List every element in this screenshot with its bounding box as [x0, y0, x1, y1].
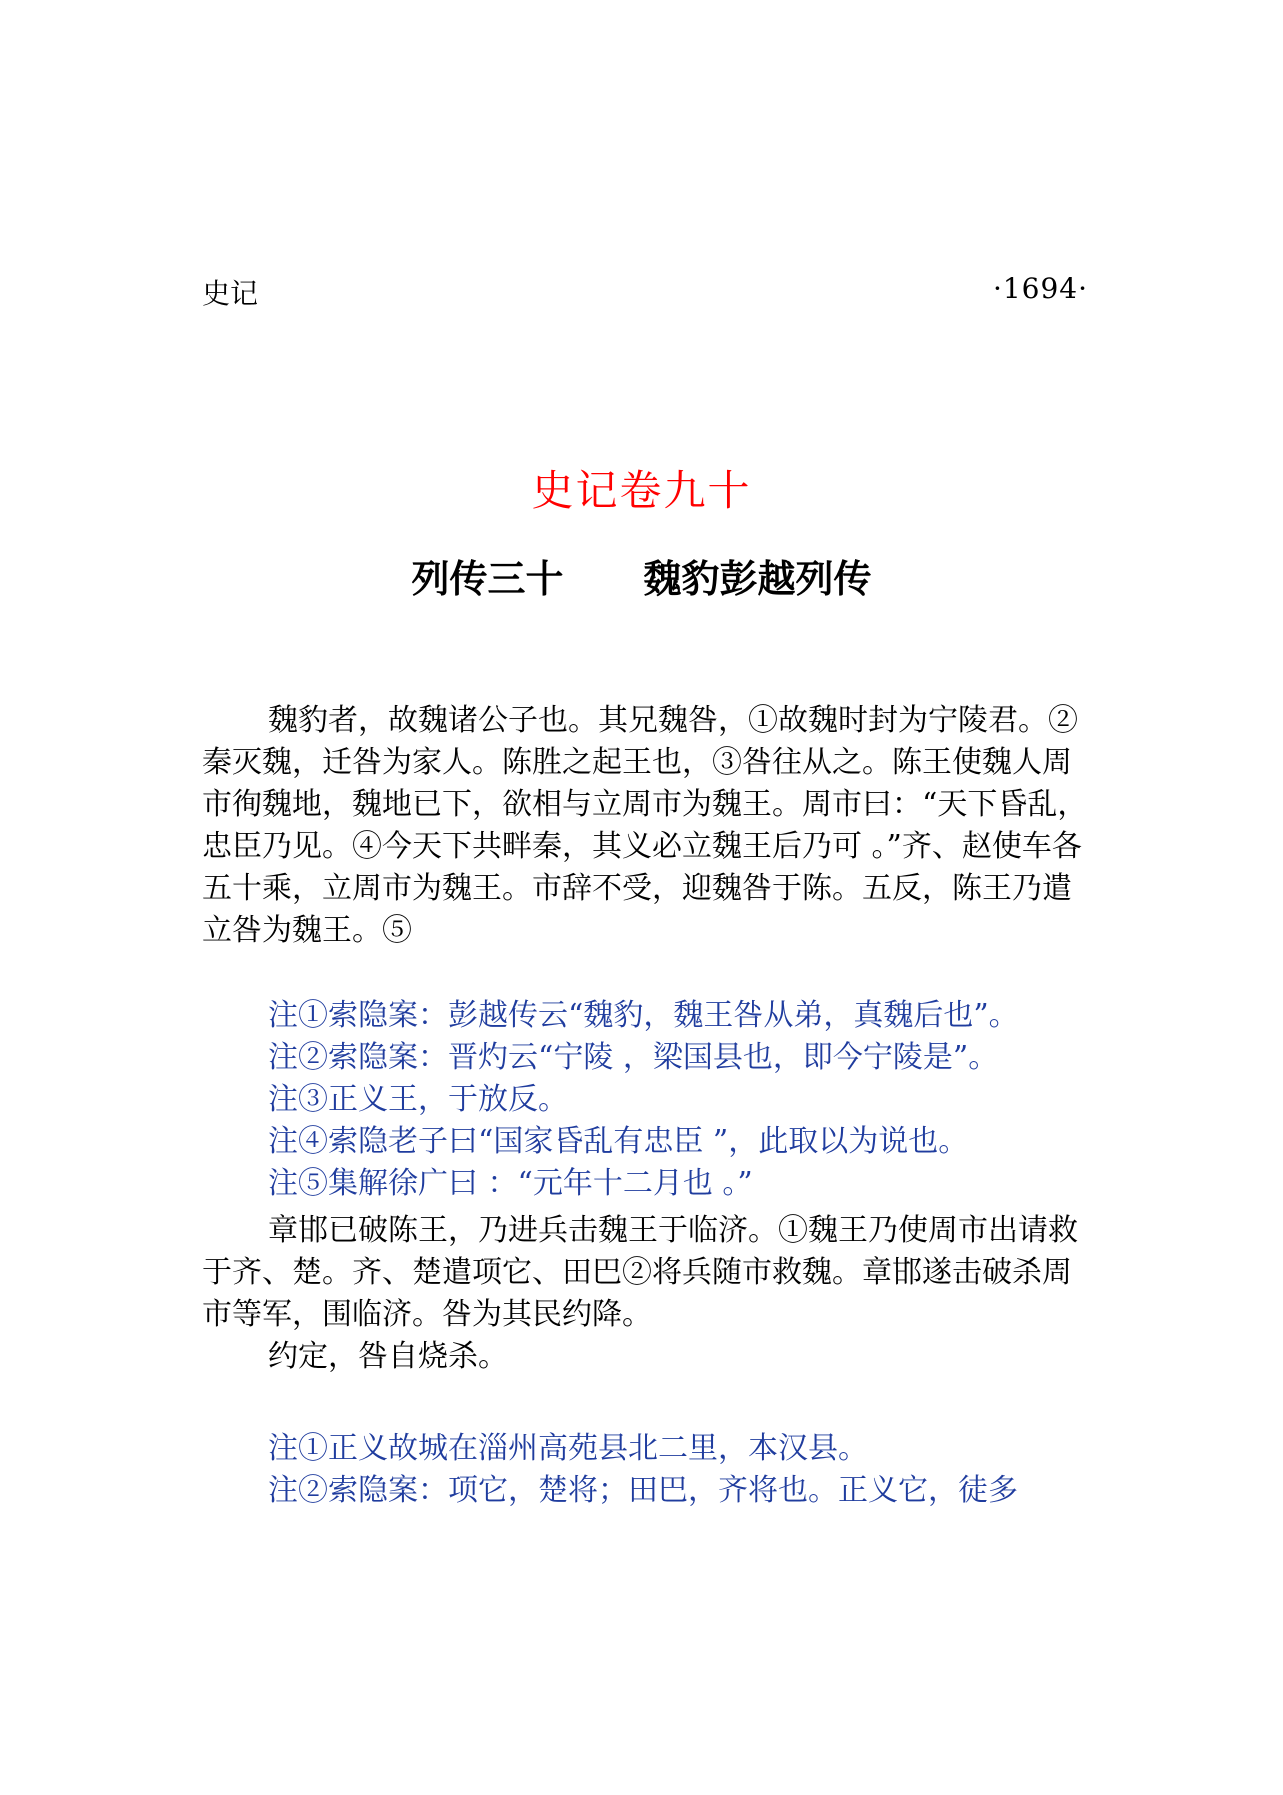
book-title: 史记 — [202, 277, 259, 310]
paragraph-1: 魏豹者，故魏诸公子也。其兄魏咎，①故魏时封为宁陵君。②秦灭魏，迁咎为家人。陈胜之起王也，③咎往从之。陈王使魏人周市徇魏地，魏地已下，欲相与立周市为魏王。周市曰：“天下昏乱，忠臣乃见。④今天下共畔秦，其义必立魏王后乃可 。”齐、赵使车各五十乘，立周市为魏王。市辞不受，迎魏咎于陈。五反，陈王乃遣立咎为魏王。⑤ — [202, 703, 1088, 948]
running-head — [202, 272, 1088, 312]
note-3: 注③正义王，于放反。 — [268, 1082, 568, 1117]
chapter-title: 史记卷九十 — [531, 466, 752, 515]
paragraph-3: 约定，咎自烧杀。 — [268, 1339, 508, 1374]
note-5: 注⑤集解徐广曰 ：“元年十二月也 。” — [268, 1166, 753, 1201]
annotations-1 — [202, 995, 1088, 1205]
section-title-part1: 列传三十 — [411, 557, 564, 601]
note-4: 注④索隐老子曰“国家昏乱有忠臣 ”，此取以为说也。 — [268, 1124, 969, 1159]
section-title — [0, 548, 1283, 603]
note-7: 注②索隐案：项它，楚将；田巴，齐将也。正义它，徒多 — [268, 1473, 1018, 1508]
page-number: ·1694· — [992, 272, 1088, 305]
note-6: 注①正义故城在淄州高苑县北二里，本汉县。 — [268, 1431, 868, 1466]
main-text-2 — [202, 1210, 1088, 1378]
note-1: 注①索隐案：彭越传云“魏豹，魏王咎从弟，真魏后也”。 — [268, 998, 1019, 1033]
paragraph-2: 章邯已破陈王，乃进兵击魏王于临济。①魏王乃使周市出请救于齐、楚。齐、楚遣项它、田巴②将兵随市救魏。章邯遂击破杀周市等军，围临济。咎为其民约降。 — [202, 1213, 1078, 1332]
annotations-2 — [202, 1428, 1088, 1512]
main-text-1 — [202, 700, 1088, 952]
section-title-part2: 魏豹彭越列传 — [643, 557, 872, 601]
note-2: 注②索隐案：晋灼云“宁陵 ，梁国县也，即今宁陵是”。 — [268, 1040, 999, 1075]
